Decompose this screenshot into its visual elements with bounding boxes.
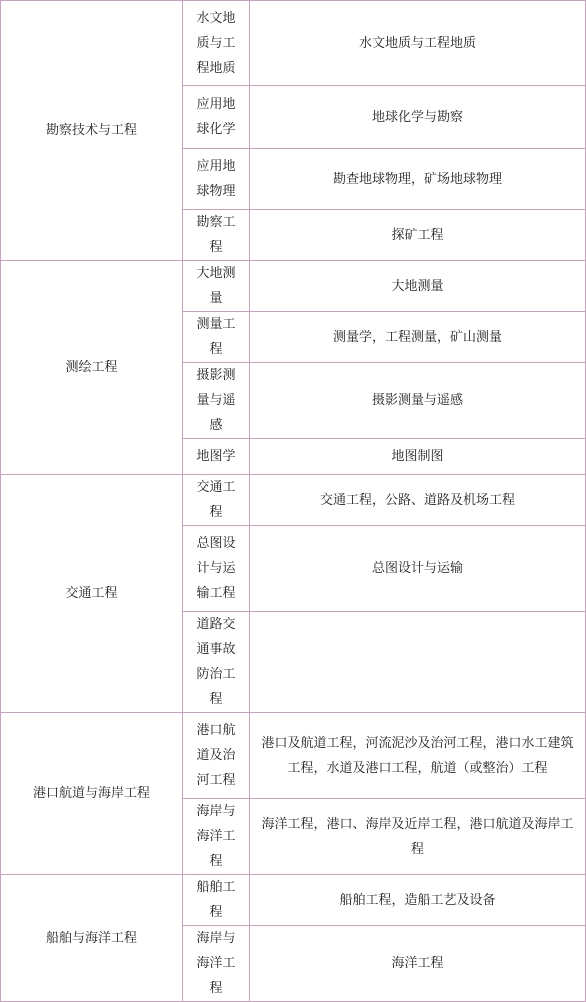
table-row [1,713,586,799]
sub-major-cell: 交通工程 [183,475,250,526]
sub-major-cell: 测量工程 [183,312,250,363]
detail-cell: 勘查地球物理，矿场地球物理 [250,149,586,210]
sub-major-cell: 港口航道及治河工程 [183,713,250,799]
detail-cell: 海洋工程，港口、海岸及近岸工程，港口航道及海岸工程 [250,799,586,875]
detail-cell [250,612,586,713]
sub-major-cell: 水文地质与工程地质 [183,1,250,86]
detail-cell: 摄影测量与遥感 [250,363,586,439]
detail-cell: 总图设计与运输 [250,526,586,612]
category-cell: 船舶与海洋工程 [1,875,183,1002]
category-cell: 测绘工程 [1,261,183,475]
detail-cell: 测量学，工程测量，矿山测量 [250,312,586,363]
detail-cell: 海洋工程 [250,926,586,1002]
detail-cell: 交通工程，公路、道路及机场工程 [250,475,586,526]
table-row [1,475,586,526]
sub-major-cell: 船舶工程 [183,875,250,926]
sub-major-cell: 应用地球化学 [183,86,250,149]
category-cell: 港口航道与海岸工程 [1,713,183,875]
category-cell: 交通工程 [1,475,183,713]
sub-major-cell: 海岸与海洋工程 [183,926,250,1002]
sub-major-cell: 摄影测量与遥感 [183,363,250,439]
detail-cell: 地图制图 [250,439,586,475]
table-row [1,1,586,86]
detail-cell: 水文地质与工程地质 [250,1,586,86]
detail-cell: 地球化学与勘察 [250,86,586,149]
detail-cell: 港口及航道工程，河流泥沙及治河工程，港口水工建筑工程，水道及港口工程，航道（或整治）工程 [250,713,586,799]
sub-major-cell: 海岸与海洋工程 [183,799,250,875]
detail-cell: 大地测量 [250,261,586,312]
sub-major-cell: 道路交通事故防治工程 [183,612,250,713]
sub-major-cell: 地图学 [183,439,250,475]
sub-major-cell: 总图设计与运输工程 [183,526,250,612]
sub-major-cell: 大地测量 [183,261,250,312]
table-row [1,875,586,926]
detail-cell: 船舶工程，造船工艺及设备 [250,875,586,926]
sub-major-cell: 应用地球物理 [183,149,250,210]
table-row [1,261,586,312]
detail-cell: 探矿工程 [250,210,586,261]
category-cell: 勘察技术与工程 [1,1,183,261]
sub-major-cell: 勘察工程 [183,210,250,261]
